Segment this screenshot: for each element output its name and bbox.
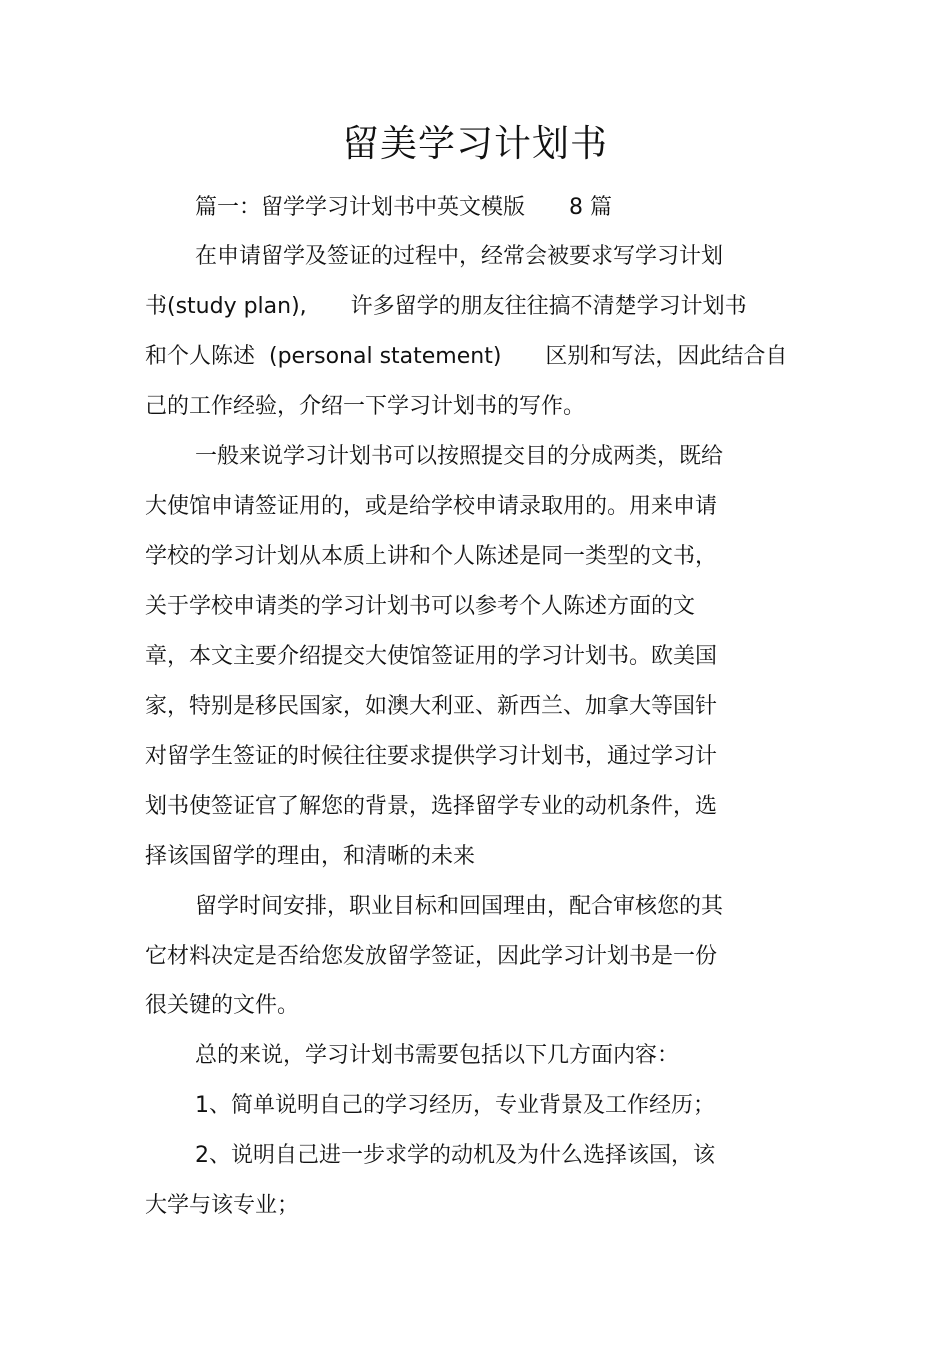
list-item-line: 大学与该专业； xyxy=(145,1193,300,1218)
paragraph-line: 学校的学习计划从本质上讲和个人陈述是同一类型的文书， xyxy=(145,544,718,569)
paragraph-line: 关于学校申请类的学习计划书可以参考个人陈述方面的文 xyxy=(145,594,696,619)
paragraph-line: 一般来说学习计划书可以按照提交目的分成两类，既给 xyxy=(195,444,724,469)
paragraph-line: 家，特别是移民国家，如澳大利亚、新西兰、加拿大等国针 xyxy=(145,694,718,719)
paragraph-line: 篇一：留学学习计划书中英文模版 8 篇 xyxy=(195,195,612,220)
document-title: 留美学习计划书 xyxy=(342,122,608,165)
paragraph-line: 书(study plan), 许多留学的朋友往往搞不清楚学习计划书 xyxy=(145,294,747,319)
paragraph-line: 和个人陈述 (personal statement) 区别和写法，因此结合自 xyxy=(145,344,788,369)
list-item-line: 1、简单说明自己的学习经历，专业背景及工作经历； xyxy=(195,1093,715,1118)
paragraph-line: 大使馆申请签证用的，或是给学校申请录取用的。用来申请 xyxy=(145,494,718,519)
paragraph-line: 己的工作经验，介绍一下学习计划书的写作。 xyxy=(145,394,586,419)
paragraph-line: 在申请留学及签证的过程中，经常会被要求写学习计划 xyxy=(195,244,724,269)
paragraph-line: 很关键的文件。 xyxy=(145,993,300,1018)
paragraph-line: 对留学生签证的时候往往要求提供学习计划书，通过学习计 xyxy=(145,744,718,769)
paragraph-line: 划书使签证官了解您的背景，选择留学专业的动机条件，选 xyxy=(145,794,718,819)
paragraph-line: 择该国留学的理由，和清晰的未来 xyxy=(145,844,476,869)
list-item-line: 2、说明自己进一步求学的动机及为什么选择该国，该 xyxy=(195,1143,715,1168)
paragraph-line: 留学时间安排，职业目标和回国理由，配合审核您的其 xyxy=(195,894,724,919)
paragraph-line: 它材料决定是否给您发放留学签证，因此学习计划书是一份 xyxy=(145,944,718,969)
paragraph-line: 总的来说，学习计划书需要包括以下几方面内容： xyxy=(195,1043,680,1068)
paragraph-line: 章，本文主要介绍提交大使馆签证用的学习计划书。欧美国 xyxy=(145,644,718,669)
